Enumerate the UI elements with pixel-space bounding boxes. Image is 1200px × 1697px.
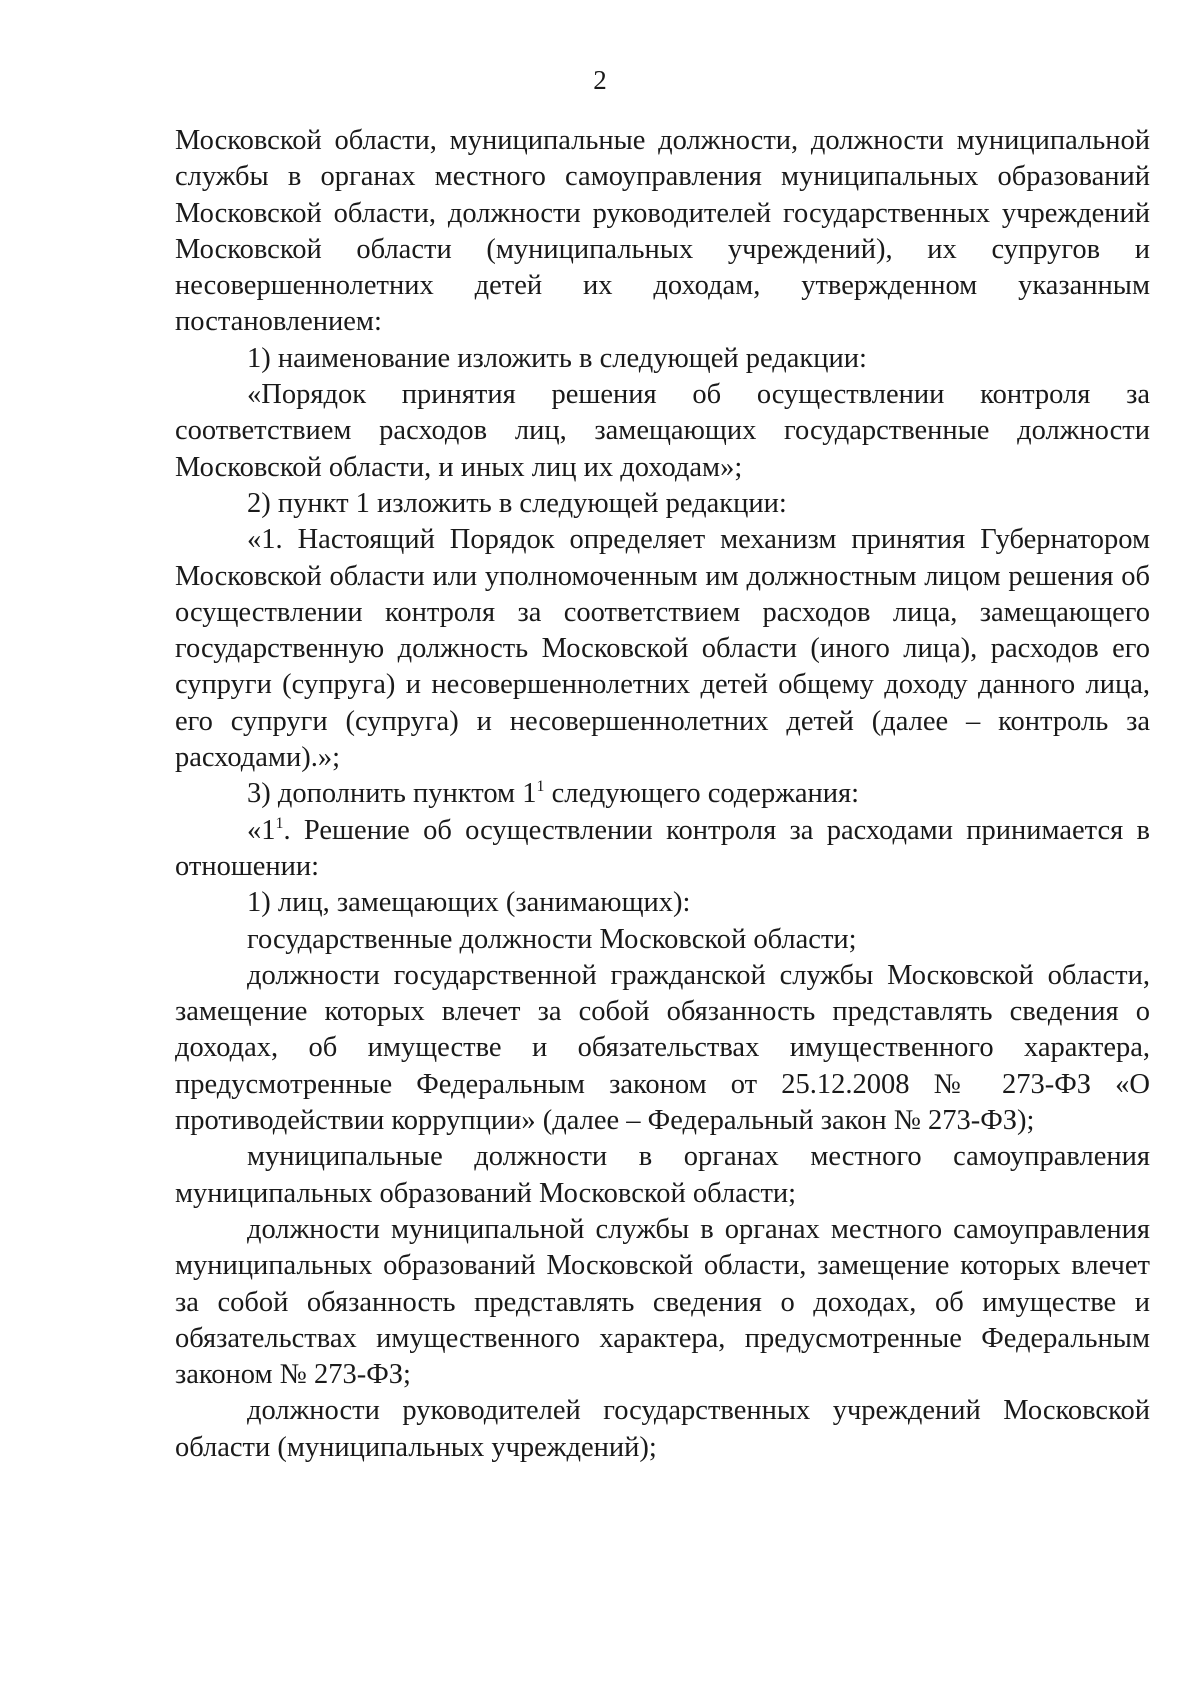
paragraph-municipal-positions: муниципальные должности в органах местного самоуправления муниципальных образований Московской области;	[175, 1141, 1150, 1209]
clause-1-1-text-after: . Решение об осуществлении контроля за расходами принимается в отношении:	[175, 814, 1150, 882]
paragraph-item-1: 1) наименование изложить в следующей редакции:	[247, 342, 867, 374]
paragraph-institution-heads: должности руководителей государственных учреждений Московской области (муниципальных учреждений);	[175, 1395, 1150, 1463]
clause-1-1-superscript: 1	[275, 814, 284, 832]
paragraph-clause-1-1	[175, 813, 1150, 886]
item-3-superscript: 1	[536, 778, 545, 796]
document-body	[175, 123, 1150, 1466]
item-3-text-before: 3) дополнить пунктом 1	[247, 778, 537, 810]
paragraph-civil-service: должности государственной гражданской службы Московской области, замещение которых влечет за собой обязанность представлять сведения о доходах, об имуществе и обязательствах имущественного характера, предусмотренные Федеральным законом от 25.12.2008 № 273-ФЗ «О противодействии коррупции» (далее – Федеральный закон № 273-ФЗ);	[175, 959, 1150, 1137]
paragraph-subitem-1: 1) лиц, замещающих (занимающих):	[247, 887, 691, 919]
paragraph-item-3	[175, 776, 1150, 812]
paragraph-clause-1: «1. Настоящий Порядок определяет механизм принятия Губернатором Московской области или уполномоченным им должностным лицом решения об осуществлении контроля за соответствием расходов лица, замещающего государственную должность Московской области (иного лица), расходов его супруги (супруга) и несовершеннолетних детей общему доходу данного лица, его супруги (супруга) и несовершеннолетних детей (далее – контроль за расходами).»;	[175, 524, 1150, 774]
paragraph-new-title: «Порядок принятия решения об осуществлении контроля за соответствием расходов лиц, замещающих государственные должности Московской области, и иных лиц их доходам»;	[175, 379, 1150, 483]
item-3-text-after: следующего содержания:	[544, 778, 860, 810]
paragraph-state-positions: государственные должности Московской области;	[247, 923, 857, 955]
paragraph-municipal-service: должности муниципальной службы в органах местного самоуправления муниципальных образований Московской области, замещение которых влечет за собой обязанность представлять сведения о доходах, об имуществе и обязательствах имущественного характера, предусмотренные Федеральным законом № 273-ФЗ;	[175, 1213, 1150, 1391]
page-number: 2	[593, 65, 607, 95]
paragraph-intro: Московской области, муниципальные должности, должности муниципальной службы в органах местного самоуправления муниципальных образований Московской области, должности руководителей государственных учреждений Московской области (муниципальных учреждений), их супругов и несовершеннолетних детей их доходам, утвержденном указанным постановлением:	[175, 125, 1150, 338]
paragraph-item-2: 2) пункт 1 изложить в следующей редакции:	[247, 487, 787, 519]
clause-1-1-text-before: «1	[247, 814, 276, 846]
